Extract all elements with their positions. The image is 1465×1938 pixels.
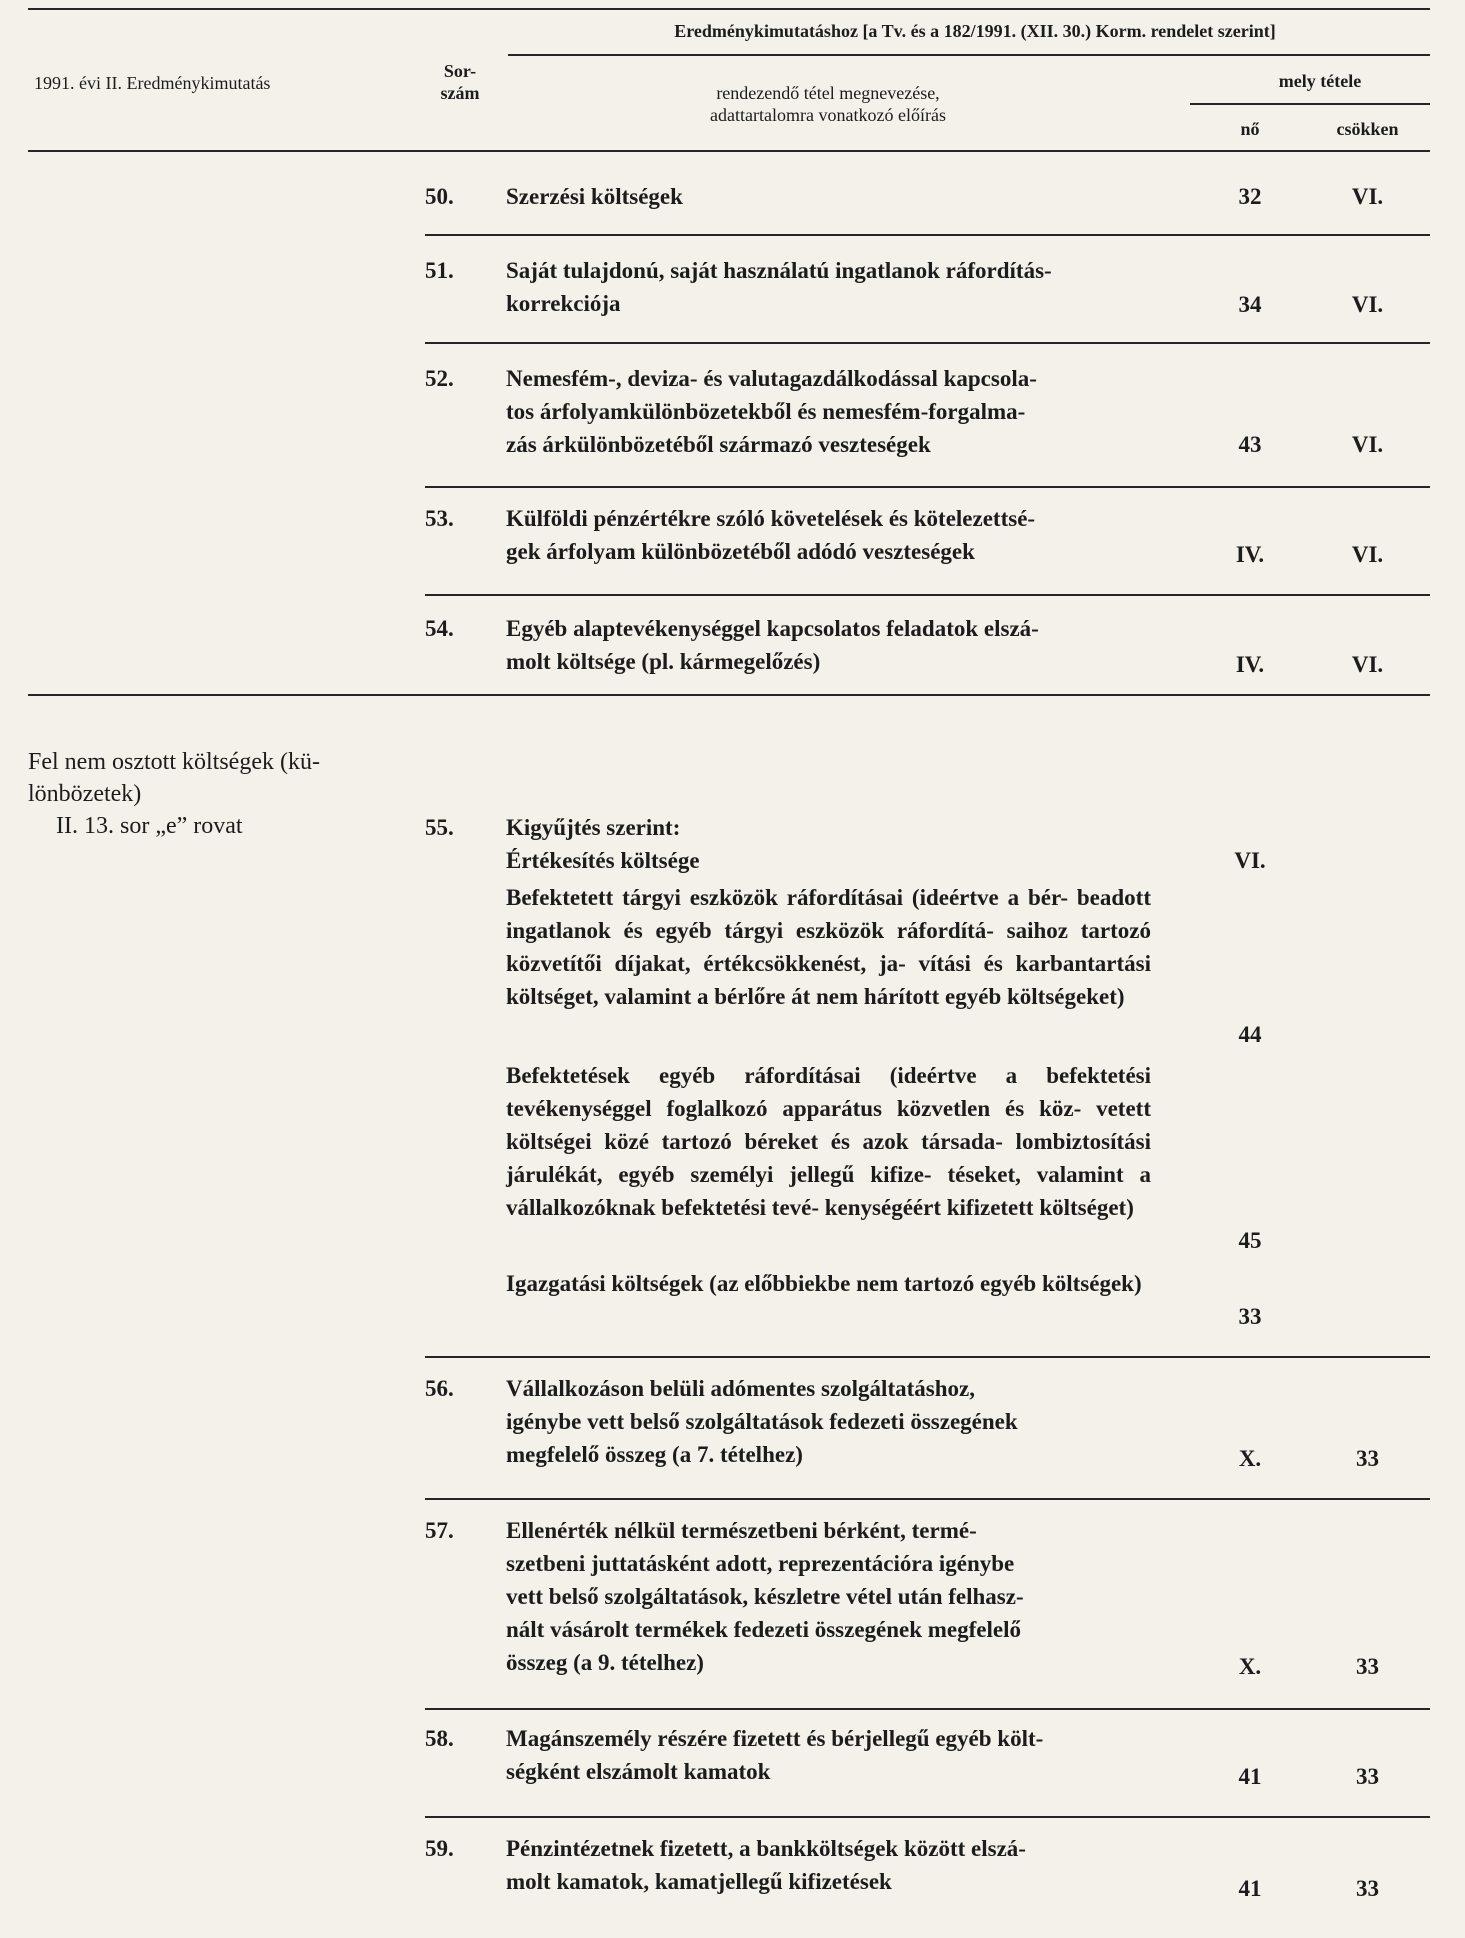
row-line: Külföldi pénzértékre szóló követelések és kötelezettsé- bbox=[506, 506, 1036, 531]
row-line: korrekciója bbox=[506, 291, 621, 316]
item-column-title-2: adattartalomra vonatkozó előírás bbox=[710, 105, 946, 125]
row-line: megfelelő összeg (a 7. tételhez) bbox=[506, 1442, 803, 1467]
top-rule bbox=[28, 8, 1430, 10]
decrease-value: VI. bbox=[1351, 292, 1384, 317]
left-column-title: 1991. évi II. Eredménykimutatás bbox=[34, 73, 271, 93]
row-line: Pénzintézetnek fizetett, a bankköltségek között elszá- bbox=[506, 1836, 1026, 1861]
row-line: ségként elszámolt kamatok bbox=[506, 1759, 771, 1784]
row-line: Szerzési költségek bbox=[506, 184, 683, 209]
increase-value: 45 bbox=[1238, 1228, 1262, 1253]
mely-tetele-heading: mely tétele bbox=[1278, 71, 1362, 91]
left-category bbox=[28, 746, 408, 842]
row-intro: Kigyűjtés szerint: bbox=[506, 815, 681, 840]
increase-value: 44 bbox=[1238, 1022, 1262, 1047]
row-line: vett belső szolgáltatások, készletre vétel után felhasz- bbox=[506, 1584, 1024, 1609]
decrease-value: VI. bbox=[1351, 652, 1384, 677]
row-divider bbox=[425, 486, 1430, 488]
row-divider bbox=[425, 1708, 1430, 1710]
row-text bbox=[506, 502, 1151, 568]
increase-value: X. bbox=[1238, 1654, 1262, 1679]
row-number: 53. bbox=[425, 506, 454, 531]
main-title: Eredménykimutatáshoz [a Tv. és a 182/1991. (XII. 30.) Korm. rendelet szerint] bbox=[674, 21, 1276, 41]
decrease-value: 33 bbox=[1356, 1654, 1379, 1679]
row-line: molt költsége (pl. kármegelőzés) bbox=[506, 649, 821, 674]
row-subitem: Igazgatási költségek (az előbbiekbe nem tartozó egyéb költségek) bbox=[506, 1271, 1142, 1296]
row-line: Magánszemély részére fizetett és bérjellegű egyéb költ- bbox=[506, 1726, 1044, 1751]
increase-value: 34 bbox=[1238, 292, 1262, 317]
row-line: zás árkülönbözetéből származó veszteségek bbox=[506, 432, 931, 457]
decrease-value: 33 bbox=[1356, 1876, 1379, 1901]
decrease-value: VI. bbox=[1351, 542, 1384, 567]
row-subitem: Befektetett tárgyi eszközök ráfordításai (ideértve a bér- beadott ingatlanok és egyéb tárgyi eszközök ráfordítá- saihoz tartozó közvetítői díjakat, értékcsökkenést, ja- vítási és karbantartási költséget, valamint a bérlőre át nem hárított egyéb költségeket) bbox=[506, 885, 1151, 1009]
row-number: 51. bbox=[425, 258, 454, 283]
increase-value: 43 bbox=[1238, 432, 1262, 457]
row-text bbox=[506, 254, 1151, 320]
increase-value: IV. bbox=[1235, 542, 1265, 567]
row-line: összeg (a 9. tételhez) bbox=[506, 1650, 704, 1675]
decrease-value: 33 bbox=[1356, 1764, 1379, 1789]
row-number: 52. bbox=[425, 366, 454, 391]
increase-value: 41 bbox=[1238, 1764, 1262, 1789]
increase-value: 32 bbox=[1238, 184, 1262, 209]
row-text bbox=[506, 1722, 1151, 1788]
row-subitem: Értékesítés költsége bbox=[506, 848, 700, 873]
row-divider bbox=[425, 342, 1430, 344]
row-divider bbox=[425, 1356, 1430, 1358]
row-line: Nemesfém-, deviza- és valutagazdálkodással kapcsola- bbox=[506, 366, 1037, 391]
row-text bbox=[506, 1372, 1151, 1471]
csokken-column-heading: csökken bbox=[1336, 119, 1399, 139]
row-divider bbox=[425, 594, 1430, 596]
sorszam-top: Sor- bbox=[443, 61, 477, 81]
row-line: szetbeni juttatásként adott, reprezentációra igénybe bbox=[506, 1551, 1015, 1576]
increase-value: VI. bbox=[1234, 848, 1266, 873]
increase-value: X. bbox=[1238, 1446, 1262, 1471]
increase-value: 41 bbox=[1238, 1876, 1262, 1901]
header-rule-1 bbox=[508, 54, 1430, 56]
decrease-value: VI. bbox=[1351, 184, 1384, 209]
header-rule-2 bbox=[1190, 103, 1430, 105]
row-line: nált vásárolt termékek fedezeti összegének megfelelő bbox=[506, 1617, 1021, 1642]
row-line: Egyéb alaptevékenységgel kapcsolatos feladatok elszá- bbox=[506, 616, 1039, 641]
row-line: Vállalkozáson belüli adómentes szolgáltatáshoz, bbox=[506, 1376, 975, 1401]
row-line: igénybe vett belső szolgáltatások fedezeti összegének bbox=[506, 1409, 1018, 1434]
decrease-value: 33 bbox=[1356, 1446, 1379, 1471]
left-category-line: lönbözetek) bbox=[28, 781, 142, 807]
item-column-title-1: rendezendő tétel megnevezése, bbox=[716, 83, 940, 103]
row-text bbox=[506, 612, 1151, 678]
row-text bbox=[506, 811, 1151, 877]
row-text bbox=[506, 180, 1151, 213]
no-column-heading: nő bbox=[1240, 119, 1260, 139]
row-text bbox=[506, 362, 1151, 461]
row-number: 58. bbox=[425, 1726, 454, 1751]
row-divider bbox=[425, 234, 1430, 236]
row-number: 57. bbox=[425, 1518, 454, 1543]
row-line: Ellenérték nélkül természetbeni bérként, termé- bbox=[506, 1518, 977, 1543]
row-divider bbox=[425, 1498, 1430, 1500]
row-subitem: Befektetések egyéb ráfordításai (ideértve a befektetési tevékenységgel foglalkozó apparátus közvetlen és köz- vetett költségei közé tartozó béreket és azok társada- lombiztosítási járulékát, egyéb személyi jellegű kifize- téseket, valamint a vállalkozóknak befektetési tevé- kenységéért kifizetett költséget) bbox=[506, 1063, 1151, 1220]
row-number: 54. bbox=[425, 616, 454, 641]
section-divider bbox=[28, 694, 1430, 696]
row-number: 59. bbox=[425, 1836, 454, 1861]
decrease-value: VI. bbox=[1351, 432, 1384, 457]
left-category-line: II. 13. sor „e” rovat bbox=[56, 813, 243, 839]
row-line: gek árfolyam különbözetéből adódó veszteségek bbox=[506, 539, 975, 564]
row-line: Saját tulajdonú, saját használatú ingatlanok ráfordítás- bbox=[506, 258, 1052, 283]
row-text bbox=[506, 1514, 1151, 1679]
row-number: 50. bbox=[425, 184, 454, 209]
row-text bbox=[506, 1832, 1151, 1898]
row-divider bbox=[425, 1816, 1430, 1818]
row-number: 55. bbox=[425, 815, 454, 840]
increase-value: IV. bbox=[1235, 652, 1265, 677]
header-bottom-rule bbox=[28, 150, 1430, 152]
sorszam-bottom: szám bbox=[440, 83, 480, 103]
left-category-line: Fel nem osztott költségek (kü- bbox=[28, 749, 320, 775]
row-number: 56. bbox=[425, 1376, 454, 1401]
row-line: tos árfolyamkülönbözetekből és nemesfém-forgalma- bbox=[506, 399, 1026, 424]
row-line: molt kamatok, kamatjellegű kifizetések bbox=[506, 1869, 892, 1894]
increase-value: 33 bbox=[1238, 1304, 1262, 1329]
